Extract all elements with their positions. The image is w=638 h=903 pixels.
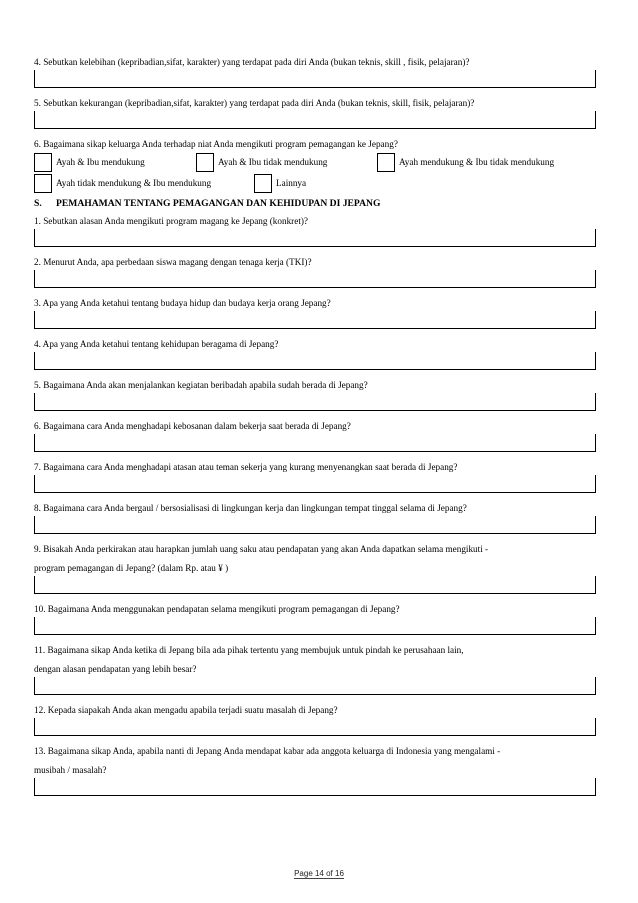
questionnaire-page: [34, 56, 596, 796]
question-block: [34, 338, 596, 370]
answer-field[interactable]: [34, 617, 596, 635]
question-text: 1. Sebutkan alasan Anda mengikuti program magang ke Jepang (konkret)?: [34, 216, 309, 226]
option-ayah-mendukung-ibu-tidak[interactable]: [377, 152, 554, 172]
question-block: [34, 256, 596, 288]
question-text: 5. Bagaimana Anda akan menjalankan kegiatan beribadah apabila sudah berada di Jepang?: [34, 380, 368, 390]
question-block: [34, 56, 596, 88]
answer-field[interactable]: [34, 718, 596, 736]
question-text: program pemagangan di Jepang? (dalam Rp. atau ¥ ): [34, 563, 229, 573]
answer-field[interactable]: [34, 677, 596, 695]
question-text: 3. Apa yang Anda ketahui tentang budaya hidup dan budaya kerja orang Jepang?: [34, 298, 331, 308]
answer-field[interactable]: [34, 516, 596, 534]
question-text: 10. Bagaimana Anda menggunakan pendapatan selama mengikuti program pemagangan di Jepang?: [34, 604, 400, 614]
answer-field[interactable]: [34, 434, 596, 452]
page-number: Page 14 of 16: [294, 869, 344, 878]
option-lainnya[interactable]: [254, 173, 306, 193]
checkbox[interactable]: [377, 153, 395, 172]
answer-field[interactable]: [34, 111, 596, 129]
question-text: 4. Sebutkan kelebihan (kepribadian,sifat, karakter) yang terdapat pada diri Anda (bukan teknis, skill , fisik, pelajaran)?: [34, 57, 470, 67]
question-block: [34, 215, 596, 247]
option-group: [34, 152, 596, 194]
answer-field[interactable]: [34, 70, 596, 88]
question-block: [34, 461, 596, 493]
answer-field[interactable]: [34, 311, 596, 329]
answer-field[interactable]: [34, 576, 596, 594]
question-block: [34, 502, 596, 534]
checkbox[interactable]: [34, 153, 52, 172]
option-label: Ayah & Ibu tidak mendukung: [218, 157, 328, 167]
checkbox[interactable]: [34, 174, 52, 193]
question-text: 5. Sebutkan kekurangan (kepribadian,sifat, karakter) yang terdapat pada diri Anda (bukan teknis, skill, fisik, pelajaran)?: [34, 98, 475, 108]
question-block: [34, 644, 596, 695]
answer-field[interactable]: [34, 475, 596, 493]
option-ayah-ibu-mendukung[interactable]: [34, 152, 145, 172]
question-block: [34, 420, 596, 452]
option-label: Ayah & Ibu mendukung: [56, 157, 145, 167]
question-block: [34, 704, 596, 736]
question-text: 13. Bagaimana sikap Anda, apabila nanti di Jepang Anda mendapat kabar ada anggota keluarga di Indonesia yang mengalami -: [34, 746, 501, 756]
option-ayah-tidak-ibu-mendukung[interactable]: [34, 173, 211, 193]
question-text: musibah / masalah?: [34, 765, 107, 775]
checkbox[interactable]: [196, 153, 214, 172]
question-block-family: [34, 138, 596, 194]
answer-field[interactable]: [34, 352, 596, 370]
section-number: S.: [34, 198, 42, 209]
page-footer: [0, 869, 638, 878]
question-text: 4. Apa yang Anda ketahui tentang kehidupan beragama di Jepang?: [34, 339, 279, 349]
question-text: 6. Bagaimana sikap keluarga Anda terhadap niat Anda mengikuti program pemagangan ke Jepang?: [34, 139, 398, 149]
question-block: [34, 543, 596, 594]
question-text: 9. Bisakah Anda perkirakan atau harapkan jumlah uang saku atau pendapatan yang akan Anda dapatkan selama mengikuti -: [34, 544, 489, 554]
question-text: 8. Bagaimana cara Anda bergaul / bersosialisasi di lingkungan kerja dan lingkungan tempat tinggal selama di Jepang?: [34, 503, 467, 513]
question-text: dengan alasan pendapatan yang lebih besar?: [34, 664, 197, 674]
answer-field[interactable]: [34, 270, 596, 288]
question-block: [34, 603, 596, 635]
checkbox[interactable]: [254, 174, 272, 193]
answer-field[interactable]: [34, 393, 596, 411]
question-text: 7. Bagaimana cara Anda menghadapi atasan atau teman sekerja yang kurang menyenangkan saat berada di Jepang?: [34, 462, 458, 472]
question-block: [34, 297, 596, 329]
question-block: [34, 745, 596, 796]
question-block: [34, 97, 596, 129]
option-label: Ayah mendukung & Ibu tidak mendukung: [399, 157, 555, 167]
question-text: 12. Kepada siapakah Anda akan mengadu apabila terjadi suatu masalah di Jepang?: [34, 705, 338, 715]
question-list: [34, 215, 596, 796]
answer-field[interactable]: [34, 229, 596, 247]
section-heading: [34, 198, 596, 209]
question-text: 2. Menurut Anda, apa perbedaan siswa magang dengan tenaga kerja (TKI)?: [34, 257, 312, 267]
question-text: 11. Bagaimana sikap Anda ketika di Jepang bila ada pihak tertentu yang membujuk untuk pindah ke perusahaan lain,: [34, 645, 464, 655]
section-title: PEMAHAMAN TENTANG PEMAGANGAN DAN KEHIDUPAN DI JEPANG: [56, 198, 381, 209]
option-label: Lainnya: [276, 178, 307, 188]
question-text: 6. Bagaimana cara Anda menghadapi kebosanan dalam bekerja saat berada di Jepang?: [34, 421, 351, 431]
option-ayah-ibu-tidak-mendukung[interactable]: [196, 152, 327, 172]
question-block: [34, 379, 596, 411]
option-label: Ayah tidak mendukung & Ibu mendukung: [56, 178, 212, 188]
answer-field[interactable]: [34, 778, 596, 796]
